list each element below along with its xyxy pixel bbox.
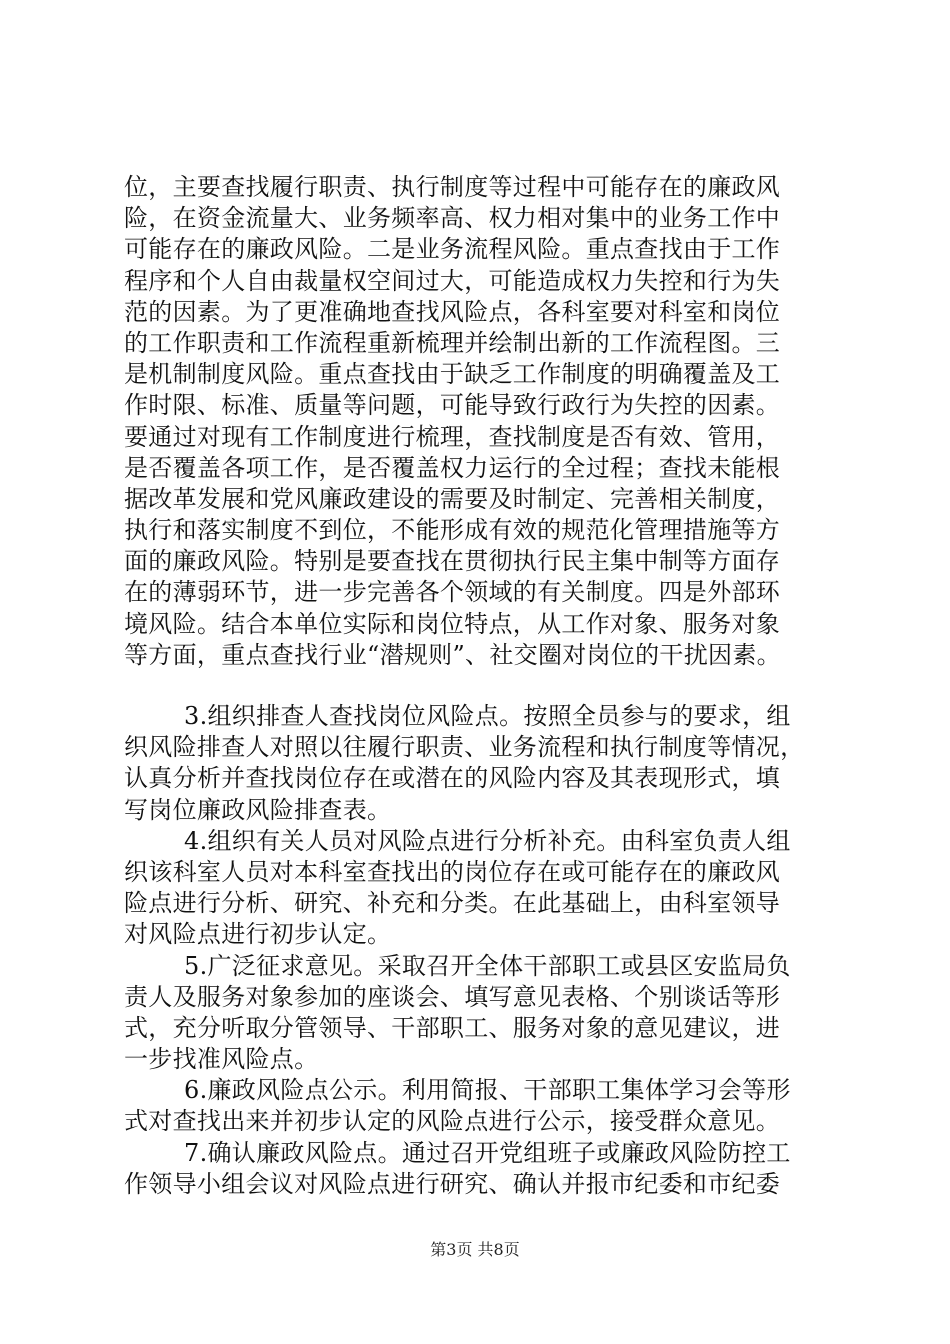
text-line: 7.确认廉政风险点。通过召开党组班子或廉政风险防控工 bbox=[184, 1138, 791, 1167]
paragraph-step-5 bbox=[124, 951, 836, 1076]
text-line: 写岗位廉政风险排查表。 bbox=[124, 795, 392, 824]
text-line: 位，主要查找履行职责、执行制度等过程中可能存在的廉政风 bbox=[124, 173, 781, 201]
text-line: 面的廉政风险。特别是要查找在贯彻执行民主集中制等方面存 bbox=[124, 547, 781, 576]
text-line: 是否覆盖各项工作，是否覆盖权力运行的全过程；查找未能根 bbox=[124, 453, 781, 482]
text-line: 作领导小组会议对风险点进行研究、确认并报市纪委和市纪委 bbox=[124, 1169, 781, 1198]
text-line: 对风险点进行初步认定。 bbox=[124, 920, 392, 949]
text-line: 3.组织排查人查找岗位风险点。按照全员参与的要求，组 bbox=[184, 702, 791, 730]
text-line: 范的因素。为了更准确地查找风险点，各科室要对科室和岗位 bbox=[124, 297, 781, 326]
text-line: 境风险。结合本单位实际和岗位特点，从工作对象、服务对象 bbox=[124, 609, 781, 638]
text-line: 执行和落实制度不到位，不能形成有效的规范化管理措施等方 bbox=[124, 516, 781, 545]
paragraph-step-3 bbox=[124, 701, 836, 826]
document-body bbox=[124, 172, 836, 1200]
text-line: 要通过对现有工作制度进行梳理，查找制度是否有效、管用， bbox=[124, 422, 781, 451]
text-line: 是机制制度风险。重点查找由于缺乏工作制度的明确覆盖及工 bbox=[124, 360, 781, 389]
text-line: 认真分析并查找岗位存在或潜在的风险内容及其表现形式，填 bbox=[124, 764, 781, 793]
paragraph-risk-types bbox=[124, 172, 836, 671]
text-line: 4.组织有关人员对风险点进行分析补充。由科室负责人组 bbox=[184, 826, 791, 855]
text-line: 织该科室人员对本科室查找出的岗位存在或可能存在的廉政风 bbox=[124, 857, 781, 886]
text-line: 作时限、标准、质量等问题，可能导致行政行为失控的因素。 bbox=[124, 391, 781, 420]
text-line: 险，在资金流量大、业务频率高、权力相对集中的业务工作中 bbox=[124, 204, 781, 233]
paragraph-step-7 bbox=[124, 1138, 836, 1200]
text-line: 织风险排查人对照以往履行职责、业务流程和执行制度等情况， bbox=[124, 733, 805, 762]
text-line: 式，充分听取分管领导、干部职工、服务对象的意见建议，进 bbox=[124, 1013, 781, 1042]
text-line: 程序和个人自由裁量权空间过大，可能造成权力失控和行为失 bbox=[124, 266, 781, 295]
text-line: 式对查找出来并初步认定的风险点进行公示，接受群众意见。 bbox=[124, 1107, 781, 1136]
text-line: 一步找准风险点。 bbox=[124, 1045, 319, 1074]
text-line: 据改革发展和党风廉政建设的需要及时制定、完善相关制度， bbox=[124, 484, 781, 513]
text-line: 在的薄弱环节，进一步完善各个领域的有关制度。四是外部环 bbox=[124, 578, 781, 607]
text-line: 险点进行分析、研究、补充和分类。在此基础上，由科室领导 bbox=[124, 889, 781, 918]
text-line: 6.廉政风险点公示。利用简报、干部职工集体学习会等形 bbox=[184, 1076, 791, 1105]
page-number: 第3页 共8页 bbox=[430, 1240, 520, 1259]
paragraph-spacer bbox=[124, 671, 836, 701]
paragraph-step-6 bbox=[124, 1075, 836, 1137]
text-line: 责人及服务对象参加的座谈会、填写意见表格、个别谈话等形 bbox=[124, 982, 781, 1011]
text-line: 的工作职责和工作流程重新梳理并绘制出新的工作流程图。三 bbox=[124, 328, 781, 357]
text-line: 5.广泛征求意见。采取召开全体干部职工或县区安监局负 bbox=[184, 951, 791, 980]
page-footer bbox=[0, 1240, 950, 1260]
paragraph-step-4 bbox=[124, 826, 836, 951]
text-line: 等方面，重点查找行业“潜规则”、社交圈对岗位的干扰因素。 bbox=[124, 640, 781, 669]
text-line: 可能存在的廉政风险。二是业务流程风险。重点查找由于工作 bbox=[124, 235, 781, 264]
